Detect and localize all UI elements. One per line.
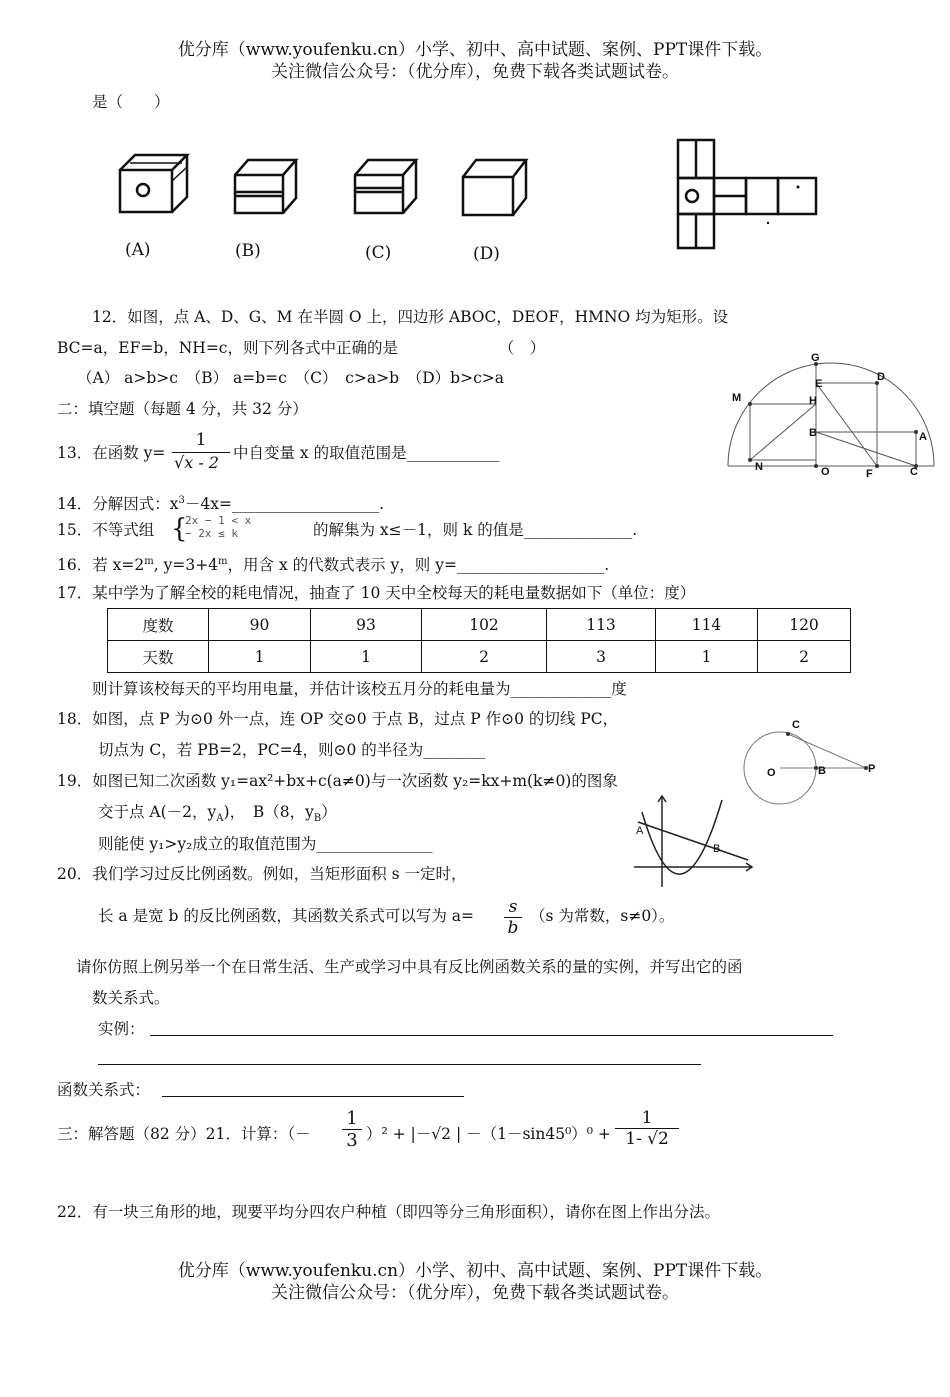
q20-example-line-2[interactable] <box>98 1064 701 1065</box>
q21-f2-den: 1- √2 <box>615 1128 679 1149</box>
q21-fraction-2 <box>615 1108 679 1149</box>
q19-line-1: 19．如图已知二次函数 y₁=ax²+bx+c(a≠0)与一次函数 y₂=kx+m(k≠0)的图象 <box>57 772 618 790</box>
table-cell: 3 <box>547 641 656 673</box>
q12-label-c: C <box>910 466 918 478</box>
q15-row-1: 2x − 1 < x <box>185 514 252 527</box>
q20-line-2-suffix: （s 为常数，s≠0）。 <box>530 907 675 925</box>
q18-line-1: 18．如图，点 P 为⊙0 外一点，连 OP 交⊙0 于点 B，过点 P 作⊙0 的切线 PC， <box>57 710 619 728</box>
q18-circle-figure <box>740 728 880 808</box>
q20-frac-den: b <box>504 917 522 938</box>
q15-system <box>185 514 251 540</box>
table-cell: 93 <box>311 609 422 641</box>
q16-p2: , y=3+4 <box>153 556 219 575</box>
q19-l2-sub-b: B <box>313 813 322 825</box>
q15-brace: { <box>171 514 188 544</box>
q14-exponent: 3 <box>178 495 185 506</box>
table-cell: 114 <box>656 609 758 641</box>
q21-f1-den: 3 <box>342 1129 362 1151</box>
q17-after: 则计算该校每天的平均用电量，并估计该校五月分的耗电量为_____________度 <box>92 680 627 698</box>
q11-cube-net-figure <box>670 135 830 255</box>
q12-label-b: B <box>809 427 817 439</box>
q11-option-a: (A) <box>125 240 151 260</box>
q16 <box>57 552 609 575</box>
q14-suffix: －4x=___________________. <box>184 495 385 514</box>
q12-label-e: E <box>815 378 823 390</box>
q16-p1: 16．若 x=2 <box>57 556 145 575</box>
q16-e2: m <box>218 556 228 567</box>
q18-label-p: P <box>868 763 876 775</box>
q12-label-g: G <box>811 352 820 364</box>
q21-f2-num: 1 <box>641 1108 653 1128</box>
q14-prefix: 14．分解因式：x <box>57 495 179 514</box>
table-cell: 120 <box>758 609 851 641</box>
q14 <box>57 491 384 514</box>
header-line-1: 优分库（www.youfenku.cn）小学、初中、高中试题、案例、PPT课件下载。 <box>177 40 773 60</box>
q13-suffix: 中自变量 x 的取值范围是____________ <box>233 444 500 462</box>
q20-line-3: 请你仿照上例另举一个在日常生活、生产或学习中具有反比例函数关系的量的实例，并写出它的函 <box>76 958 743 976</box>
q21-middle: ）² + |－√2 | －（1－sin45⁰）⁰ + <box>366 1125 611 1143</box>
q20-example-label: 实例： <box>98 1020 145 1038</box>
q19-label-a: A <box>636 825 644 837</box>
table-cell: 90 <box>209 609 311 641</box>
q12-label-o: O <box>821 466 830 478</box>
q19-label-b: B <box>713 843 721 855</box>
table-cell: 2 <box>758 641 851 673</box>
q21-fraction-1 <box>342 1108 362 1151</box>
table-row <box>108 609 851 641</box>
footer-line-2: 关注微信公众号：（优分库），免费下载各类试题试卷。 <box>271 1283 679 1303</box>
section-2-title: 二：填空题（每题 4 分，共 32 分） <box>57 400 308 418</box>
table-cell: 1 <box>209 641 311 673</box>
q19-line-2 <box>98 802 337 829</box>
q11-option-d: (D) <box>473 244 500 264</box>
q18-label-b: B <box>818 765 826 777</box>
q11-option-b: (B) <box>235 241 261 261</box>
q20-line-1: 20．我们学习过反比例函数。例如，当矩形面积 s 一定时， <box>57 865 467 883</box>
q18-label-c: C <box>792 719 800 731</box>
q16-p3: ，用含 x 的代数式表示 y，则 y=___________________. <box>227 556 610 575</box>
q20-func-line[interactable] <box>162 1096 464 1097</box>
q13-denominator: x - 2 <box>184 453 219 472</box>
table-cell: 102 <box>422 609 547 641</box>
q15-row-2: − 2x ≤ k <box>185 527 238 540</box>
section-3-prefix: 三：解答题（82 分）21．计算：（－ <box>57 1125 311 1143</box>
q12-label-n: N <box>755 461 763 473</box>
footer-line-1: 优分库（www.youfenku.cn）小学、初中、高中试题、案例、PPT课件下载。 <box>177 1261 773 1281</box>
q11-option-c: (C) <box>365 243 392 263</box>
q12-label-d: D <box>877 371 885 383</box>
table-cell: 113 <box>547 609 656 641</box>
q13-numerator: 1 <box>195 430 207 450</box>
q12-label-f: F <box>866 468 873 480</box>
q19-l2-b: )， B（8，y <box>223 803 314 821</box>
table-row <box>108 641 851 673</box>
q17-intro: 17．某中学为了解全校的耗电情况，抽查了 10 天中全校每天的耗电量数据如下（单位：度） <box>57 584 696 602</box>
q20-line-4: 数关系式。 <box>92 989 170 1007</box>
q12-options: （A） a>b>c （B） a=b=c （C） c>a>b （D）b>c>a <box>77 369 505 387</box>
q12-label-a: A <box>919 431 927 443</box>
q19-line-3: 则能使 y₁>y₂成立的取值范围为_______________ <box>98 835 433 853</box>
q12-semicircle-figure <box>720 350 940 480</box>
q12-label-h: H <box>809 395 817 407</box>
q13-fraction <box>172 430 230 472</box>
table-cell: 2 <box>422 641 547 673</box>
table-cell: 天数 <box>108 641 209 673</box>
q16-e1: m <box>144 556 154 567</box>
q11-tail: 是（ ） <box>92 93 170 111</box>
q13-denominator-wrap: √x - 2 <box>172 452 230 472</box>
header-line-2: 关注微信公众号：（优分库），免费下载各类试题试卷。 <box>271 62 679 82</box>
q21-f1-num: 1 <box>346 1108 358 1129</box>
q17-table <box>107 608 851 673</box>
q19-l2-sub-a: A <box>216 813 224 825</box>
q20-fraction <box>504 897 522 938</box>
q15-suffix: 的解集为 x≤－1，则 k 的值是______________. <box>313 521 638 539</box>
q20-func-label: 函数关系式： <box>57 1081 151 1099</box>
q19-graph-figure <box>630 792 760 892</box>
q12-line-2: BC=a，EF=b，NH=c，则下列各式中正确的是 （ ） <box>57 339 546 357</box>
q12-label-m: M <box>732 392 742 404</box>
q20-line-2-prefix: 长 a 是宽 b 的反比例函数，其函数关系式可以写为 a= <box>98 907 475 925</box>
q20-frac-num: s <box>508 897 518 917</box>
q13-prefix: 13．在函数 y= <box>57 444 166 462</box>
q19-l2-a: 交于点 A(－2，y <box>98 803 217 821</box>
q19-l2-c: ） <box>321 803 337 821</box>
table-cell: 1 <box>656 641 758 673</box>
q15-prefix: 15．不等式组 <box>57 521 155 539</box>
q18-label-o: O <box>767 767 776 779</box>
table-cell: 度数 <box>108 609 209 641</box>
q18-line-2: 切点为 C，若 PB=2，PC=4，则⊙0 的半径为________ <box>98 741 486 759</box>
q12-line-1: 12．如图，点 A、D、G、M 在半圆 O 上，四边形 ABOC，DEOF，HMNO 均为矩形。设 <box>92 308 729 326</box>
q20-example-line-1[interactable] <box>150 1035 833 1036</box>
table-cell: 1 <box>311 641 422 673</box>
q22: 22．有一块三角形的地，现要平均分四农户种植（即四等分三角形面积），请你在图上作出分法。 <box>57 1203 720 1221</box>
